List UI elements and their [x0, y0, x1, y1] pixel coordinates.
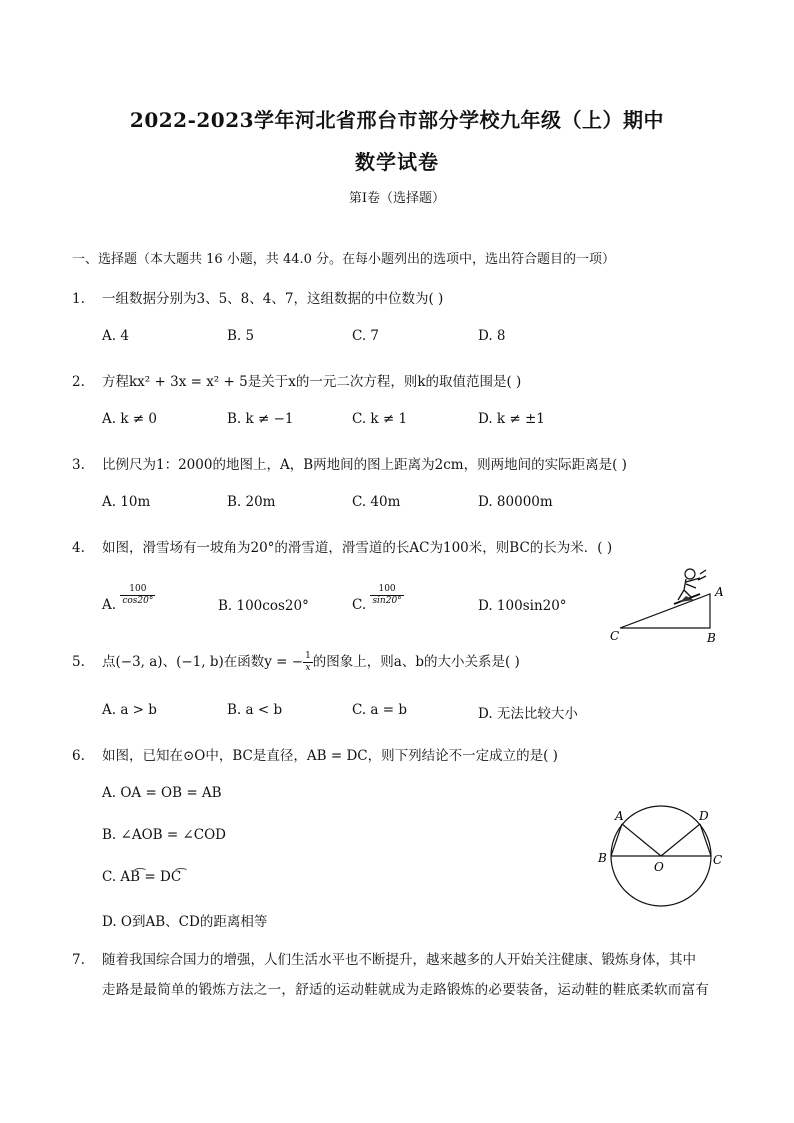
question-text-continued: 走路是最简单的锻炼方法之一，舒适的运动鞋就成为走路锻炼的必要装备，运动鞋的鞋底柔软而富有	[102, 982, 710, 998]
circle-figure	[595, 800, 730, 910]
fraction-numerator: 1	[305, 651, 311, 662]
option-d[interactable]: D. 8	[478, 328, 506, 344]
label-d: D	[699, 809, 709, 823]
option-d[interactable]: D. 100sin20°	[478, 598, 567, 614]
question-2	[72, 370, 521, 390]
option-c[interactable]	[352, 584, 404, 613]
question-number: 6.	[72, 748, 85, 764]
question-text-after: 的图象上，则a、b的大小关系是( )	[312, 654, 520, 670]
ski-slope-figure	[600, 560, 730, 650]
fraction	[303, 651, 313, 674]
option-b[interactable]: B. k ≠ −1	[227, 411, 294, 427]
option-b[interactable]: B. 5	[227, 328, 255, 344]
radius-od	[661, 824, 700, 856]
option-b[interactable]: B. ∠AOB = ∠COD	[102, 827, 226, 843]
option-b[interactable]: B. 100cos20°	[218, 598, 309, 614]
question-3	[72, 453, 627, 473]
question-1	[72, 287, 443, 307]
option-c[interactable]: C. k ≠ 1	[352, 411, 408, 427]
label-a: A	[715, 585, 724, 599]
question-number: 4.	[72, 540, 85, 556]
option-c[interactable]: C. 40m	[352, 494, 401, 510]
slope-triangle	[620, 594, 710, 628]
chord-ab	[611, 824, 622, 856]
option-b[interactable]: B. a < b	[227, 702, 283, 718]
option-c[interactable]: C. a = b	[352, 702, 408, 718]
option-a[interactable]	[102, 584, 155, 613]
paper-subtitle: 数学试卷	[355, 150, 439, 174]
option-b[interactable]: B. 20m	[227, 494, 276, 510]
label-c: C	[713, 853, 723, 867]
label-c: C	[610, 629, 620, 643]
question-number: 5.	[72, 654, 85, 670]
label-o: O	[654, 860, 664, 874]
question-text: 如图，滑雪场有一坡角为20°的滑雪道，滑雪道的长AC为100米，则BC的长为米．( )	[102, 540, 613, 556]
fraction-denominator: sin20°	[372, 595, 402, 606]
option-d[interactable]: D. k ≠ ±1	[478, 411, 545, 427]
question-number: 2.	[72, 374, 85, 390]
question-number: 7.	[72, 952, 85, 968]
volume-label: 第Ⅰ卷（选择题）	[348, 191, 446, 206]
label-b: B	[598, 851, 607, 865]
question-text: 比例尺为1：2000的地图上，A，B两地间的图上距离为2cm，则两地间的实际距离是( )	[102, 457, 627, 473]
section-heading: 一、选择题（本大题共 16 小题，共 44.0 分。在每小题列出的选项中，选出符合题目的一项）	[72, 252, 616, 267]
fraction	[370, 584, 403, 607]
question-4	[72, 536, 612, 556]
option-a[interactable]: A. 10m	[102, 494, 151, 510]
question-text: 如图，已知在⊙O中，BC是直径，AB = DC，则下列结论不一定成立的是( )	[102, 748, 558, 764]
question-7	[72, 948, 696, 968]
question-5	[72, 650, 520, 674]
question-text: 方程kx² + 3x = x² + 5是关于x的一元二次方程，则k的取值范围是( )	[102, 374, 522, 390]
question-text: 一组数据分别为3、5、8、4、7，这组数据的中位数为( )	[102, 291, 444, 307]
fraction-denominator: x	[305, 663, 311, 673]
question-text-before: 点(−3, a)、(−1, b)在函数y = −	[102, 654, 304, 670]
option-a[interactable]: A. k ≠ 0	[102, 411, 157, 427]
fraction-numerator: 100	[370, 584, 403, 596]
question-text: 随着我国综合国力的增强，人们生活水平也不断提升，越来越多的人开始关注健康、锻炼身体，其中	[102, 952, 696, 968]
label-a: A	[615, 809, 624, 823]
fraction-denominator: cos20°	[122, 595, 154, 606]
skier-icon	[674, 569, 706, 604]
fraction	[120, 584, 155, 607]
option-d[interactable]: D. 80000m	[478, 494, 553, 510]
chord-dc	[700, 824, 711, 856]
fraction-numerator: 100	[120, 584, 155, 596]
radius-oa	[622, 824, 661, 856]
option-a[interactable]: A. OA = OB = AB	[102, 785, 222, 801]
option-a[interactable]: A. a > b	[102, 702, 157, 718]
paper-title: 2022-2023学年河北省邢台市部分学校九年级（上）期中	[129, 108, 665, 132]
option-letter: C.	[352, 596, 367, 613]
option-c[interactable]: C. 7	[352, 328, 380, 344]
option-a[interactable]: A. 4	[102, 328, 129, 344]
label-b: B	[707, 631, 716, 645]
option-c[interactable]: C. AB͡ = DC͡	[102, 869, 182, 885]
option-d[interactable]: D. 无法比较大小	[478, 706, 578, 722]
option-d[interactable]: D. O到AB、CD的距离相等	[102, 914, 268, 930]
question-6	[72, 744, 558, 764]
option-letter: A.	[102, 596, 117, 613]
question-number: 3.	[72, 457, 85, 473]
question-number: 1.	[72, 291, 85, 307]
